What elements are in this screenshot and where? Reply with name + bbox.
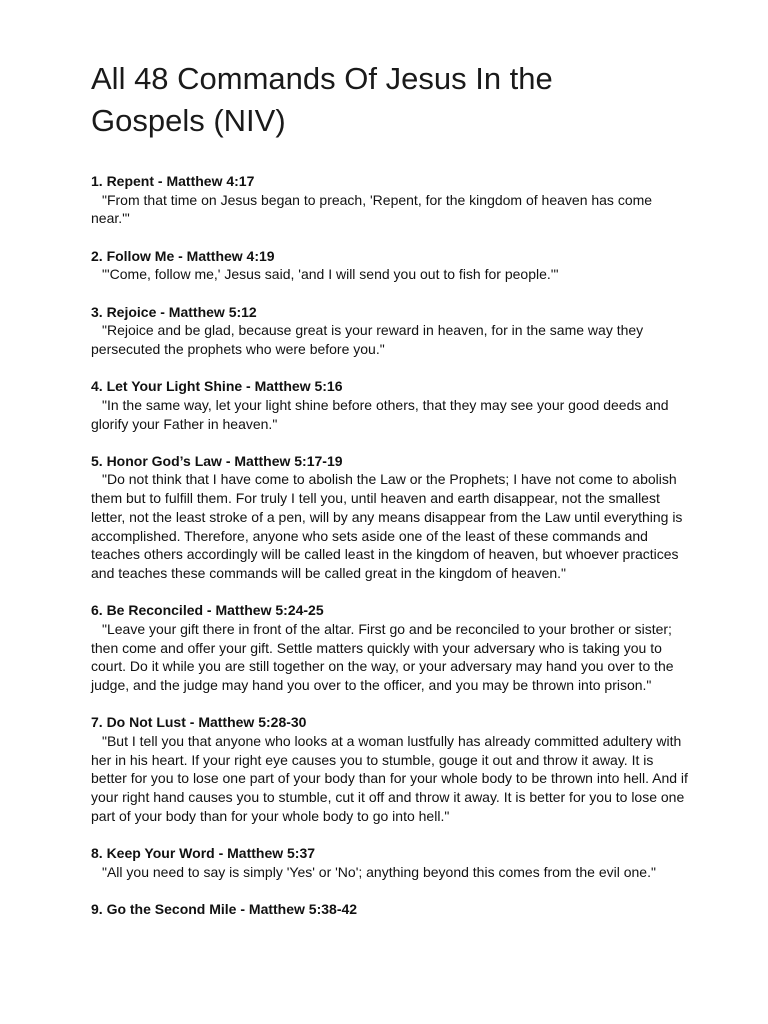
command-item-9	[91, 900, 688, 919]
command-heading: 9. Go the Second Mile - Matthew 5:38-42	[91, 900, 358, 917]
command-quote: "From that time on Jesus began to preach, 'Repent, for the kingdom of heaven has come near.'"	[91, 191, 653, 227]
command-quote: "Do not think that I have come to abolish the Law or the Prophets; I have not come to abolish them but to fulfill them. For truly I tell you, until heaven and earth disappear, not the smallest letter, not the least stroke of a pen, will by any means disappear from the Law until everything is accomplished. Therefore, anyone who sets aside one of the least of these commands and teaches others accordingly will be called least in the kingdom of heaven, but whoever practices and teaches these commands will be called great in the kingdom of heaven."	[91, 471, 683, 581]
command-item-6	[91, 601, 688, 695]
command-item-5	[91, 452, 688, 583]
command-item-8	[91, 844, 688, 881]
command-heading: 1. Repent - Matthew 4:17	[91, 173, 255, 189]
command-quote: "All you need to say is simply 'Yes' or 'No'; anything beyond this comes from the evil one."	[102, 863, 656, 880]
command-heading: 4. Let Your Light Shine - Matthew 5:16	[91, 378, 343, 395]
command-heading: 6. Be Reconciled - Matthew 5:24-25	[91, 602, 324, 619]
command-heading: 2. Follow Me - Matthew 4:19	[91, 247, 275, 264]
command-heading: 7. Do Not Lust - Matthew 5:28-30	[91, 714, 307, 731]
command-item-1	[91, 172, 688, 228]
command-item-3	[91, 303, 688, 359]
command-item-4	[91, 377, 688, 433]
command-heading: 5. Honor God’s Law - Matthew 5:17-19	[91, 452, 343, 469]
command-heading: 3. Rejoice - Matthew 5:12	[91, 303, 257, 320]
command-item-7	[91, 713, 688, 825]
command-quote: "Leave your gift there in front of the altar. First go and be reconciled to your brother or sister; then come and offer your gift. Settle matters quickly with your adversary who is taking you to court. Do it while you are still together on the way, or your adversary may hand you over to the judge, and the judge may hand you over to the officer, and you may be thrown into prison."	[91, 620, 674, 693]
document-title: All 48 Commands Of Jesus In the Gospels (NIV)	[91, 61, 553, 138]
command-heading: 8. Keep Your Word - Matthew 5:37	[91, 844, 316, 861]
command-quote: "But I tell you that anyone who looks at a woman lustfully has already committed adultery with her in his heart. If your right eye causes you to stumble, gouge it out and throw it away. It is better for you to lose one part of your body than for your whole body to be thrown into hell. And if your right hand causes you to stumble, cut it off and throw it away. It is better for you to lose one part of your body than for your whole body to go into hell."	[91, 732, 688, 824]
command-quote: "Rejoice and be glad, because great is your reward in heaven, for in the same way they persecuted the prophets who were before you."	[91, 322, 644, 357]
command-quote: "In the same way, let your light shine before others, that they may see your good deeds and glorify your Father in heaven."	[91, 396, 669, 432]
command-quote: "'Come, follow me,' Jesus said, 'and I will send you out to fish for people.'"	[102, 266, 559, 283]
command-item-2	[91, 247, 688, 284]
